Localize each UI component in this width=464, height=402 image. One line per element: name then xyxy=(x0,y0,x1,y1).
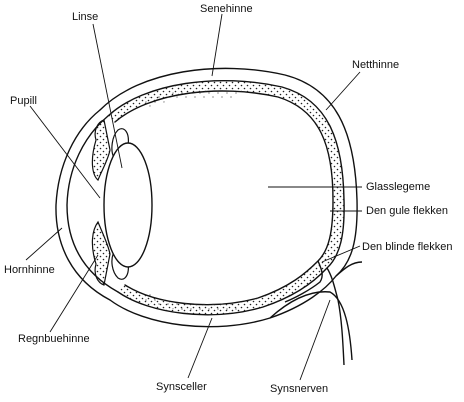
leader-netthinne xyxy=(326,72,360,110)
label-pupill: Pupill xyxy=(10,95,37,107)
leader-regnbuehinne xyxy=(50,255,98,332)
leader-hornhinne xyxy=(26,228,62,260)
label-linse: Linse xyxy=(72,11,99,23)
leader-senehinne xyxy=(212,14,222,76)
optic-nerve-top xyxy=(336,262,362,276)
label-synsnerven: Synsnerven xyxy=(270,383,329,395)
leader-synsnerven xyxy=(300,300,330,380)
label-den-gule-flekken: Den gule flekken xyxy=(366,205,448,217)
label-synsceller: Synsceller xyxy=(156,381,207,393)
label-netthinne: Netthinne xyxy=(352,59,400,71)
label-senehinne: Senehinne xyxy=(200,3,253,15)
label-den-blinde-flekken: Den blinde flekken xyxy=(362,241,453,253)
label-hornhinne: Hornhinne xyxy=(4,264,55,276)
label-glasslegeme: Glasslegeme xyxy=(366,181,431,193)
label-regnbuehinne: Regnbuehinne xyxy=(18,333,90,345)
lens xyxy=(104,143,152,267)
